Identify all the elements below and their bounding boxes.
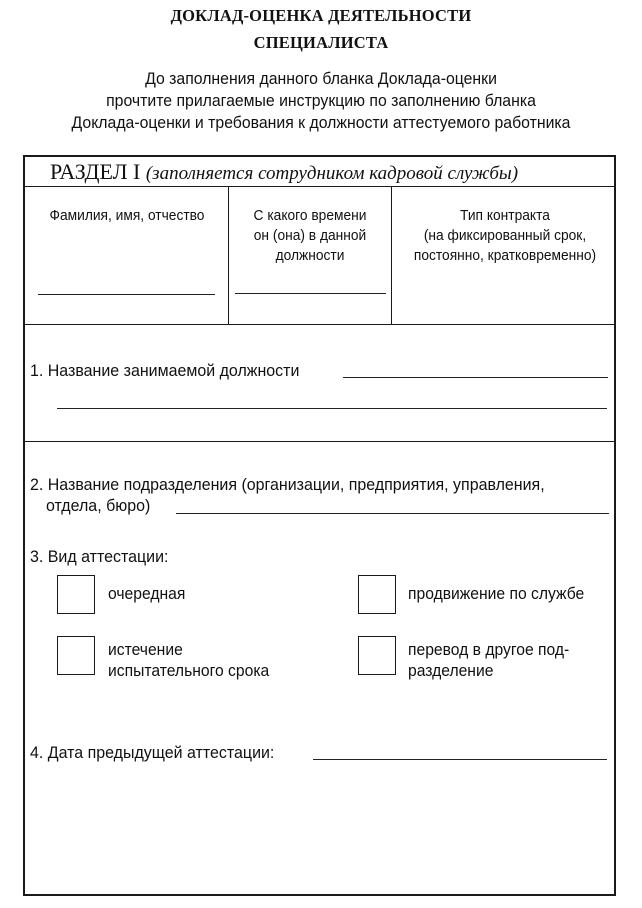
column-header-line: (на фиксированный срок, [423, 228, 587, 244]
column-header-line: должности [275, 248, 345, 264]
q2-label [30, 474, 545, 516]
section-heading [50, 159, 518, 185]
q1-divider [23, 441, 616, 442]
q1-label: 1. Название занимаемой должности [30, 361, 300, 380]
q4-input-line[interactable] [313, 759, 607, 760]
document-title-line1: ДОКЛАД-ОЦЕНКА ДЕЯТЕЛЬНОСТИ [170, 6, 472, 25]
checkbox-transfer[interactable] [358, 636, 396, 675]
instruction-line: До заполнения данного бланка Доклада-оценки [145, 69, 497, 88]
columns-bottom-divider [23, 324, 616, 325]
instructions [22, 68, 619, 134]
option-label-line: испытательного срока [108, 662, 270, 680]
option-regular-label [108, 584, 185, 605]
column-divider [228, 186, 229, 324]
fullname-input-line[interactable] [38, 294, 215, 295]
q2-input-line[interactable] [176, 513, 609, 514]
document-title-line2: СПЕЦИАЛИСТА [253, 33, 389, 52]
checkbox-promotion[interactable] [358, 575, 396, 614]
column-divider [391, 186, 392, 324]
q2-label-line1: 2. Название подразделения (организации, предприятия, управления, [30, 475, 545, 494]
q3-label: 3. Вид аттестации: [30, 547, 169, 566]
q2-label-line2: отдела, бюро) [45, 496, 151, 515]
option-label-line: перевод в другое под- [408, 641, 570, 659]
column-header-line: постоянно, кратковременно) [413, 248, 597, 264]
option-probation-end-label [108, 640, 269, 682]
column-header-line: он (она) в данной [253, 228, 367, 244]
option-transfer-label [408, 640, 569, 682]
option-promotion-label [408, 584, 584, 605]
option-label-line: разделение [408, 662, 494, 680]
option-label-line: очередная [108, 585, 186, 603]
column-header-line: С какого времени [253, 208, 367, 224]
option-label-line: продвижение по службе [408, 585, 585, 603]
instruction-line: Доклада-оценки и требования к должности аттестуемого работника [71, 113, 571, 132]
column-header-line: Тип контракта [460, 208, 550, 224]
heading-divider [23, 186, 616, 187]
column-header-contract [399, 206, 612, 266]
column-header-line: Фамилия, имя, отчество [49, 208, 205, 224]
instruction-line: прочтите прилагаемые инструкцию по заполнению бланка [106, 91, 536, 110]
q1-input-line[interactable] [343, 377, 608, 378]
checkbox-regular[interactable] [57, 575, 95, 614]
q4-label: 4. Дата предыдущей аттестации: [30, 743, 275, 762]
section-note: (заполняется сотрудником кадровой службы) [145, 163, 519, 184]
section1-frame [23, 155, 616, 896]
option-label-line: истечение [108, 641, 183, 659]
since-input-line[interactable] [235, 293, 386, 294]
column-header-since [234, 206, 386, 266]
column-header-fullname [33, 206, 221, 226]
q1-input-line-2[interactable] [57, 408, 607, 409]
section-title: РАЗДЕЛ I [50, 159, 141, 184]
checkbox-probation-end[interactable] [57, 636, 95, 675]
